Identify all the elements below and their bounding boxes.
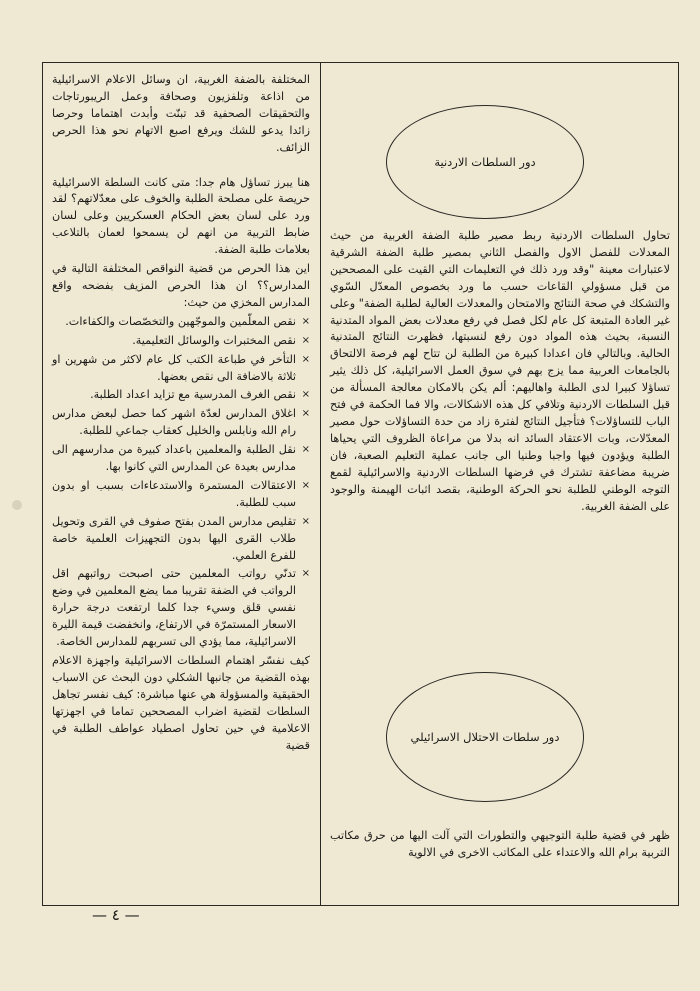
list-item: × نقص الغرف المدرسية مع تزايد اعداد الطلبة. [52, 387, 310, 404]
list-item: × تدنّي رواتب المعلمين حتى اصبحت رواتبهم اقل الرواتب في الضفة تقريبا مما يضع المعلمين في وضع نفسي قلق وسيء جدا كلما ارتفعت درجة حرارة الاسعار المستمرّة في الارتفاع، وانخفضت قيمة الليرة الاسرائيلية، مما يؤدي الى تسربهم للمدارس الخاصة. [52, 566, 310, 651]
left-column [52, 72, 310, 756]
list-item: × الاعتقالات المستمرة والاستدعاءات بسبب او بدون سبب للطلبة. [52, 478, 310, 512]
left-paragraph-4: كيف نفسّر اهتمام السلطات الاسرائيلية واجهزة الاعلام بهذه القضية من جانبها الشكلي دون البحث عن الاسباب الحقيقية والمسؤولة هي عنها مباشرة: كيف نفسر تجاهل السلطات لقضية اضراب المصححين تماما في اجهزتها الاعلامية في حين تحاول اصطياد عواطف الطلبة في قضية [52, 654, 310, 752]
column-divider [320, 62, 321, 906]
list-item: × نقل الطلبة والمعلمين باعداد كبيرة من مدارسهم الى مدارس بعيدة عن المدارس التي كانوا بها. [52, 442, 310, 476]
section-heading-jordan-text: دور السلطات الاردنية [434, 155, 536, 169]
list-item: × تقليص مدارس المدن بفتح صفوف في القرى وتحويل طلاب القرى اليها بدون التجهيزات العلمية خاصة للفرع العلمي. [52, 514, 310, 565]
section-heading-israel [386, 672, 584, 802]
right-column-lower [330, 828, 670, 864]
left-paragraph-3: اين هذا الحرص من قضية النواقص المختلفة التالية في المدارس؟؟ ان هذا الحرص المزيف بفضحه واقع المدارس المخزي من حيث: [52, 262, 310, 309]
left-paragraph-1: المختلفة بالضفة الغربية، ان وسائل الاعلام الاسرائيلية من اذاعة وتلفزيون وصحافة وعمل الريبورتاجات والتحقيقات الصحفية قد تبنّت وأبدت اهتماما وحرصا زائدا يدعو للشك ويرفع اصبع الاتهام نحو هذا الحرص الزائف. [52, 73, 310, 154]
list-item: × اغلاق المدارس لعدّة اشهر كما حصل لبعض مدارس رام الله ونابلس والخليل كعقاب جماعي للطلبة. [52, 406, 310, 440]
right-column-upper [330, 228, 670, 517]
deficiencies-list [52, 314, 310, 651]
israel-section-text: ظهر في قضية طلبة التوجيهي والتطورات التي آلت اليها من حرق مكاتب التربية برام الله والاعتداء على المكاتب الاخرى في الالوية [330, 829, 670, 859]
list-item: × التأخر في طباعة الكتب كل عام لاكثر من شهرين او ثلاثة بالاضافة الى نقص بعضها. [52, 352, 310, 386]
section-heading-israel-text: دور سلطات الاحتلال الاسرائيلي [410, 730, 560, 744]
section-heading-jordan [386, 105, 584, 219]
page-number: — ٤ — [92, 906, 140, 924]
left-paragraph-2: هنا يبرز تساؤل هام جدا: متى كانت السلطة الاسرائيلية حريصة على مصلحة الطلبة والخوف على معدّلاتهم؟ لقد ورد على لسان بعض الحكام العسكريين وعلى لسان ضابط التربية من انهم لن يسمحوا لعمان بالتلاعب بعلامات طلبة الضفة. [52, 175, 310, 257]
jordan-section-text: تحاول السلطات الاردنية ربط مصير طلبة الضفة الغربية من حيث المعدلات للفصل الاول والفصل الثاني بمصير طلبة الضفة الشرقية لاعتبارات معينة "وقد ورد ذلك في التعليمات التي القيت على المصححين من قبل مسؤولي القاعات حسب ما ورد بخصوص المعدّل السّوي والتشكك في صحة النتائج والامتحان والمعدلات العالية لطلبة الضفة" وعلى غير العادة المتبعة كل عام لكل فصل في رفع معدلات بعض المواد المتدنية النسبة، بحيث هذه المواد دون رفع لنسبتها، فظهرت النتائج المتدنية الحالية. وبالتالي فان اعدادا كبيرة من الطلبة لن تتاح لهم فرصة الالتحاق بالجامعات العربية مما يزج بهم في سوق العمل الاسرائيلية، كل ذلك يثير تساؤلا كبيرا لدى الطلبة واهاليهم: ألم يكن بالامكان معالجة المسألة من قبل السلطات الاردنية وتلافي كل هذه الاشكالات، والا فما الحكمة في فتح الباب للتساؤلات؟ فتأجيل النتائج لفترة زاد من حدة التساؤلات حول مصير المعدّلات، وبات الاعتقاد السائد انه بدلا من مراعاة الظروف التي يحياها الطلبة ويؤدون فيها واجبا وطنيا الى جانب عملية التعليم الصعبة، فان ضريبة مضاعفة تشترك في فرضها السلطات الاردنية والاسرائيلية لقمع التوجه الوطني للطلبة نحو الحركة الوطنية، بقصد اثبات الهيمنة والوجود على الضفة الغربية. [330, 229, 670, 513]
list-item: × نقص المعلّمين والموجّهين والتخصّصات والكفاءات. [52, 314, 310, 331]
binder-hole [12, 500, 22, 510]
list-item: × نقص المختبرات والوسائل التعليمية. [52, 333, 310, 350]
